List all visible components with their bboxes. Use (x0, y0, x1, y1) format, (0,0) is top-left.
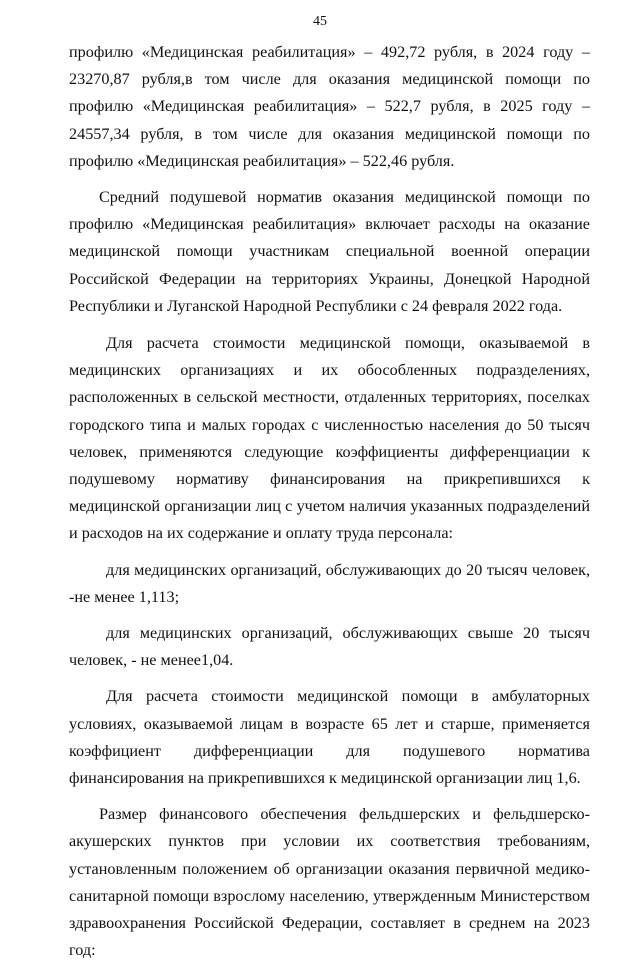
paragraph-rehab-cost-continuation: профилю «Медицинская реабилитация» – 492,72 рубля, в 2024 году – 23270,87 рубля,в том числе для оказания медицинской помощи по профилю «Медицинская реабилитация» – 522,7 рубля, в 2025 году – 24557,34 рубля, в том числе для оказания медицинской помощи по профилю «Медицинская реабилитация» – 522,46 рубля. (69, 43, 590, 170)
paragraph-coefficient-over-20k: для медицинских организаций, обслуживающих свыше 20 тысяч человек, - не менее1,04. (69, 624, 590, 670)
page-number: 45 (313, 14, 327, 29)
paragraph-average-per-capita-norm: Средний подушевой норматив оказания медицинской помощи по профилю «Медицинская реабилитация» включает расходы на оказание медицинской помощи участникам специальной военной операции Российской Федерации на территориях Украины, Донецкой Народной Республики и Луганской Народной Республики с 24 февраля 2022 года. (69, 188, 590, 315)
document-body (69, 39, 590, 965)
paragraph-coefficient-up-to-20k: для медицинских организаций, обслуживающих до 20 тысяч человек, -не менее 1,113; (69, 560, 590, 606)
paragraph-elderly-coefficient: Для расчета стоимости медицинской помощи в амбулаторных условиях, оказываемой лицам в возрасте 65 лет и старше, применяется коэффициент дифференциации для подушевого норматива финансирования на прикрепившихся к медицинской организации лиц 1,6. (69, 687, 590, 788)
paragraph-feldsher-points-funding: Размер финансового обеспечения фельдшерских и фельдшерско-акушерских пунктов при условии их соответствия требованиям, установленным положением об организации оказания первичной медико-санитарной помощи взрослому населению, утвержденным Министерством здравоохранения Российской Федерации, составляет в среднем на 2023 год: (69, 805, 590, 960)
paragraph-rural-coefficients: Для расчета стоимости медицинской помощи, оказываемой в медицинских организациях и их обособленных подразделениях, расположенных в сельской местности, отдаленных территориях, поселках городского типа и малых городах с численностью населения до 50 тысяч человек, применяются следующие коэффициенты дифференциации к подушевому нормативу финансирования на прикрепившихся к медицинской организации лиц с учетом наличия указанных подразделений и расходов на их содержание и оплату труда персонала: (69, 334, 590, 543)
